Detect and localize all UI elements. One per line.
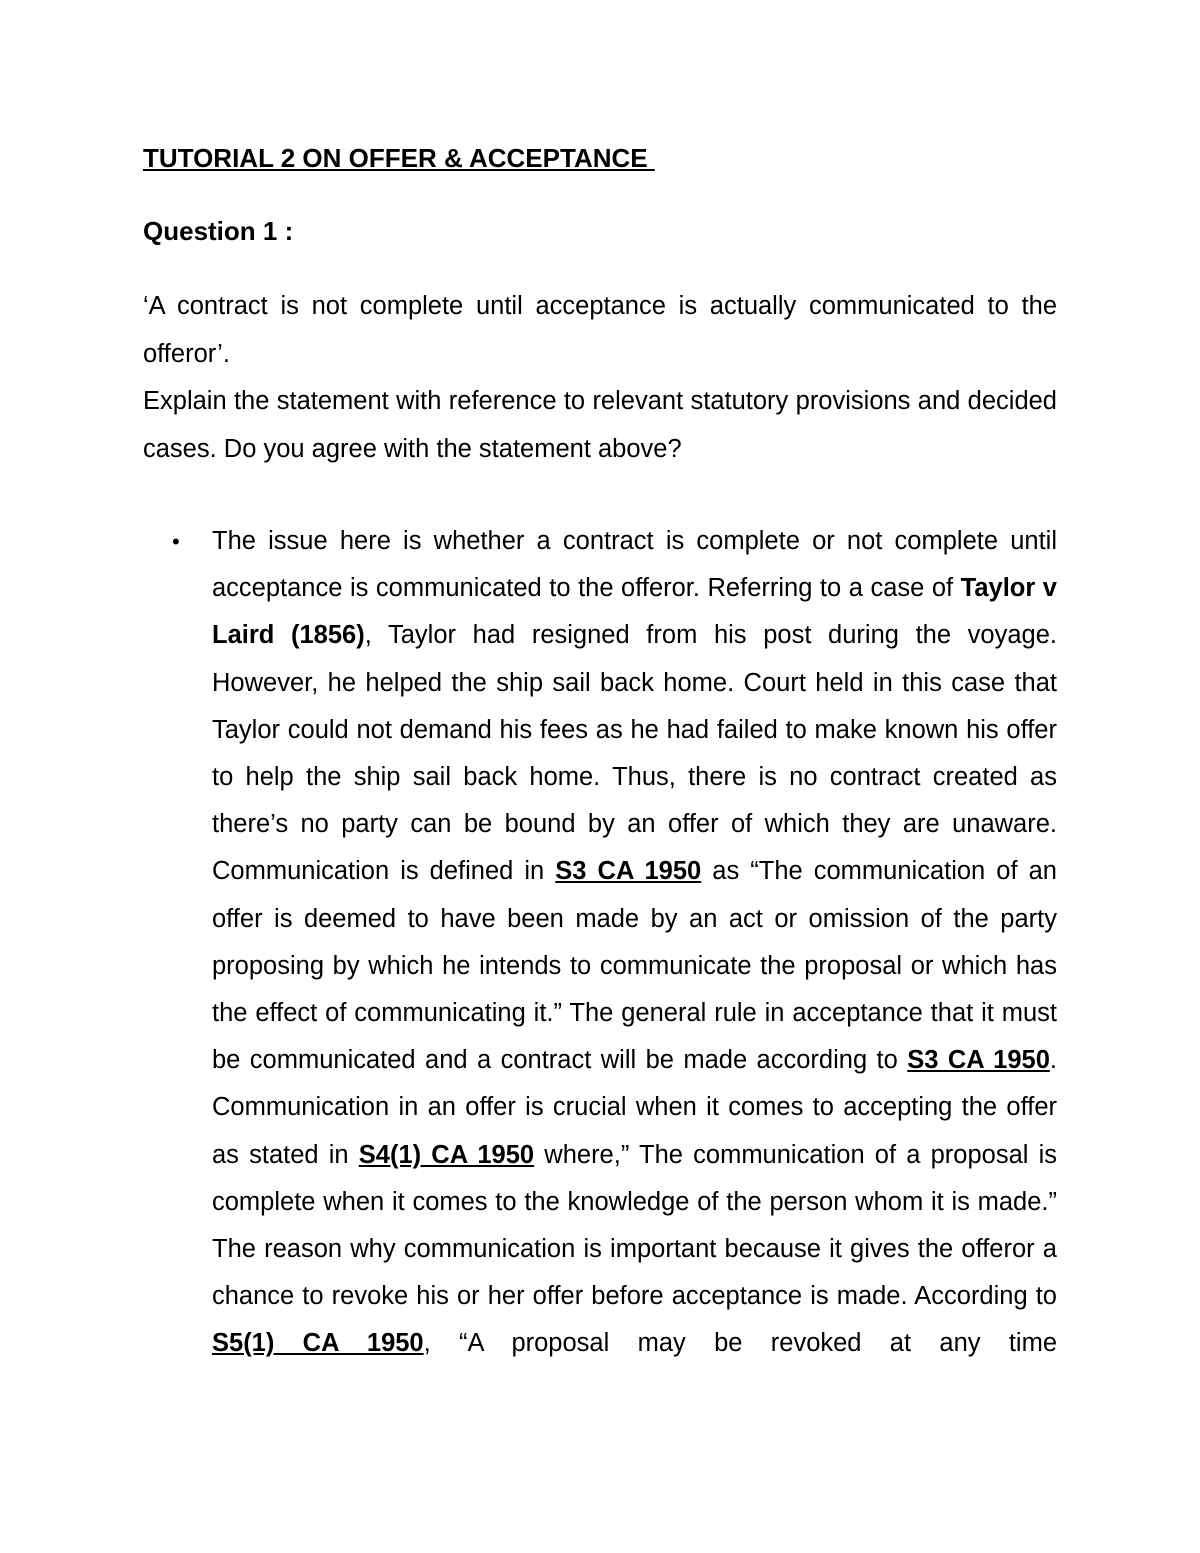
answer-text: . Communication in an offer is crucial when it comes to accepting the offer as stated in — [212, 1046, 1057, 1169]
statute-reference: S3 CA 1950 — [555, 857, 702, 886]
question-quote: ‘A contract is not complete until acceptance is actually communicated to the offeror’. — [143, 292, 1057, 368]
answer-text: as “The communication of an offer is deemed to have been made by an act or omission of the party proposing by which he intends to communicate the proposal or which has the effect of communicating it.” The general rule in acceptance that it must be communicated and a contract will be made according to — [212, 857, 1057, 1075]
answer-paragraph — [212, 518, 1057, 1368]
answer-text: , “A proposal may be revoked at any time — [423, 1329, 1058, 1358]
answer-text: , Taylor had resigned from his post during the voyage. However, he helped the ship sail back home. Court held in this case that Taylor could not demand his fees as he had failed to make known his offer to help the ship sail back home. Thus, there is no contract created as there’s no party can be bound by an offer of which they are unaware. Communication is defined in — [212, 621, 1057, 886]
case-citation: Taylor v Laird (1856) — [212, 574, 1057, 650]
statute-reference: S3 CA 1950 — [907, 1046, 1050, 1075]
question-instruction: Explain the statement with reference to relevant statutory provisions and decided cases. Do you agree with the statement above? — [143, 387, 1057, 463]
statute-reference: S5(1) CA 1950 — [212, 1329, 424, 1358]
answer-text: where,” The communication of a proposal is complete when it comes to the knowledge of the person whom it is made.” The reason why communication is important because it gives the offeror a chance to revoke his or her offer before acceptance is made. According to — [212, 1140, 1058, 1311]
statute-reference: S4(1) CA 1950 — [358, 1140, 535, 1169]
bullet-icon: • — [172, 529, 180, 554]
question-heading: Question 1 : — [143, 216, 294, 246]
answer-text: The issue here is whether a contract is complete or not complete until acceptance is communicated to the offeror. Referring to a case of — [212, 527, 1057, 603]
document-title: TUTORIAL 2 ON OFFER & ACCEPTANCE — [143, 143, 655, 173]
